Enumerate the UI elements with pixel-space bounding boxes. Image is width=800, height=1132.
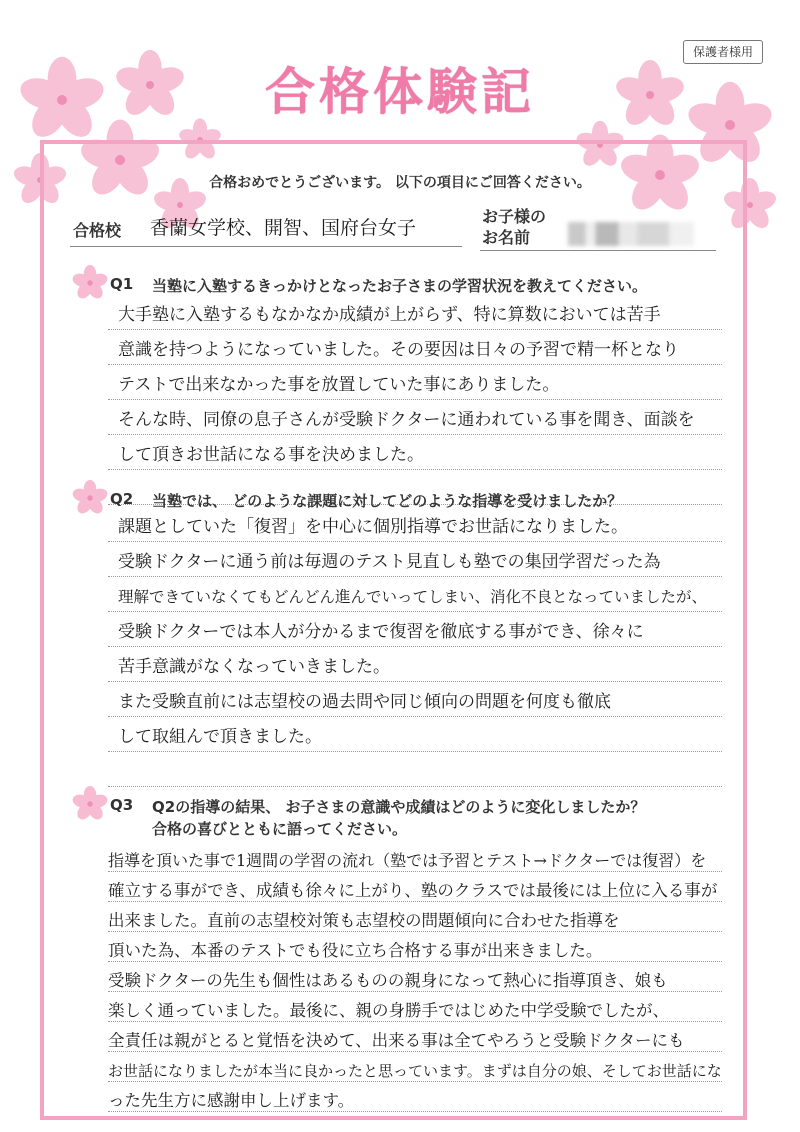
q3-number: Q3	[110, 796, 134, 814]
redacted-name	[568, 222, 694, 246]
q1-number: Q1	[110, 275, 134, 293]
q1-answer-line: テストで出来なかった事を放置していた事にありました。	[118, 375, 560, 395]
q2-answer-line: また受験直前には志望校の過去問や同じ傾向の問題を何度も徹底	[118, 692, 611, 712]
q1-answer	[118, 298, 718, 473]
name-label	[482, 206, 546, 248]
guardian-use-badge: 保護者様用	[683, 40, 763, 64]
name-label-line1: お子様の	[482, 207, 547, 226]
q3-answer-line: 指導を頂いた事で1週間の学習の流れ（塾では予習とテスト→ドクターでは復習）を	[108, 851, 707, 870]
q1-text: 当塾に入塾するきっかけとなったお子さまの学習状況を教えてください。	[152, 277, 648, 295]
q3-answer-line: 確立する事ができ、成績も徐々に上がり、塾のクラスでは最後には上位に入る事が	[108, 881, 718, 900]
name-label-line2: お名前	[482, 228, 531, 247]
q2-blossom-icon	[72, 480, 108, 516]
q2-answer	[118, 510, 718, 755]
school-label: 合格校	[73, 221, 122, 240]
q2-answer-line: 理解できていなくてもどんどん進んでいってしまい、消化不良となっていましたが、	[118, 588, 708, 606]
q3-answer-line: 出来ました。直前の志望校対策も志望校の問題傾向に合わせた指導を	[108, 911, 620, 930]
q3-answer-line: 全責任は親がとると覚悟を決めて、出来る事は全てやろうと受験ドクターにも	[108, 1031, 685, 1050]
q1-answer-line: 大手塾に入塾するもなかなか成績が上がらず、特に算数においては苦手	[118, 305, 661, 325]
q2-text: 当塾では、 どのような課題に対してどのような指導を受けましたか？	[152, 492, 623, 510]
q3-text-line1: Q2の指導の結果、 お子さまの意識や成績はどのように変化しましたか？	[152, 798, 646, 816]
school-value: 香蘭女学校、開智、国府台女子	[150, 217, 417, 239]
q2-answer-line: して取組んで頂きました。	[118, 727, 322, 747]
intro-text: 合格おめでとうございます。 以下の項目にご回答ください。	[209, 175, 591, 191]
q2-answer-line: 課題としていた「復習」を中心に個別指導でお世話になりました。	[118, 517, 628, 537]
q3-answer-line: った先生方に感謝申し上げます。	[108, 1091, 355, 1110]
q2-number: Q2	[110, 490, 134, 508]
q1-answer-line: 意識を持つようになっていました。その要因は日々の予習で精一杯となり	[118, 340, 679, 360]
q2-answer-line: 苦手意識がなくなっていきました。	[118, 657, 390, 677]
school-underline	[70, 246, 462, 247]
q2-answer-line: 受験ドクターでは本人が分かるまで復習を徹底する事ができ、徐々に	[118, 622, 644, 642]
q3-answer-line: 頂いた為、本番のテストでも役に立ち合格する事が出来きました。	[108, 941, 603, 960]
q3-answer-line: 受験ドクターの先生も個性はあるものの親身になって熱心に指導頂き、娘も	[108, 971, 668, 990]
q3-blossom-icon	[72, 786, 108, 822]
q1-answer-line: そんな時、同僚の息子さんが受験ドクターに通われている事を聞き、面談を	[118, 410, 695, 430]
q3-text-line2: 合格の喜びとともに語ってください。	[152, 820, 408, 838]
q2-answer-line: 受験ドクターに通う前は毎週のテスト見直しも塾での集団学習だった為	[118, 552, 661, 572]
q1-blossom-icon	[72, 265, 108, 301]
name-underline	[480, 250, 716, 251]
q3-answer-line: お世話になりましたが本当に良かったと思っています。まずは自分の娘、そしてお世話にな	[108, 1062, 722, 1080]
q3-answer-line: 楽しく通っていました。最後に、親の身勝手ではじめた中学受験でしたが、	[108, 1001, 669, 1020]
q3-answer	[108, 846, 722, 1116]
page-title: 合格体験記	[265, 62, 535, 121]
q1-answer-line: して頂きお世話になる事を決めました。	[118, 445, 424, 465]
